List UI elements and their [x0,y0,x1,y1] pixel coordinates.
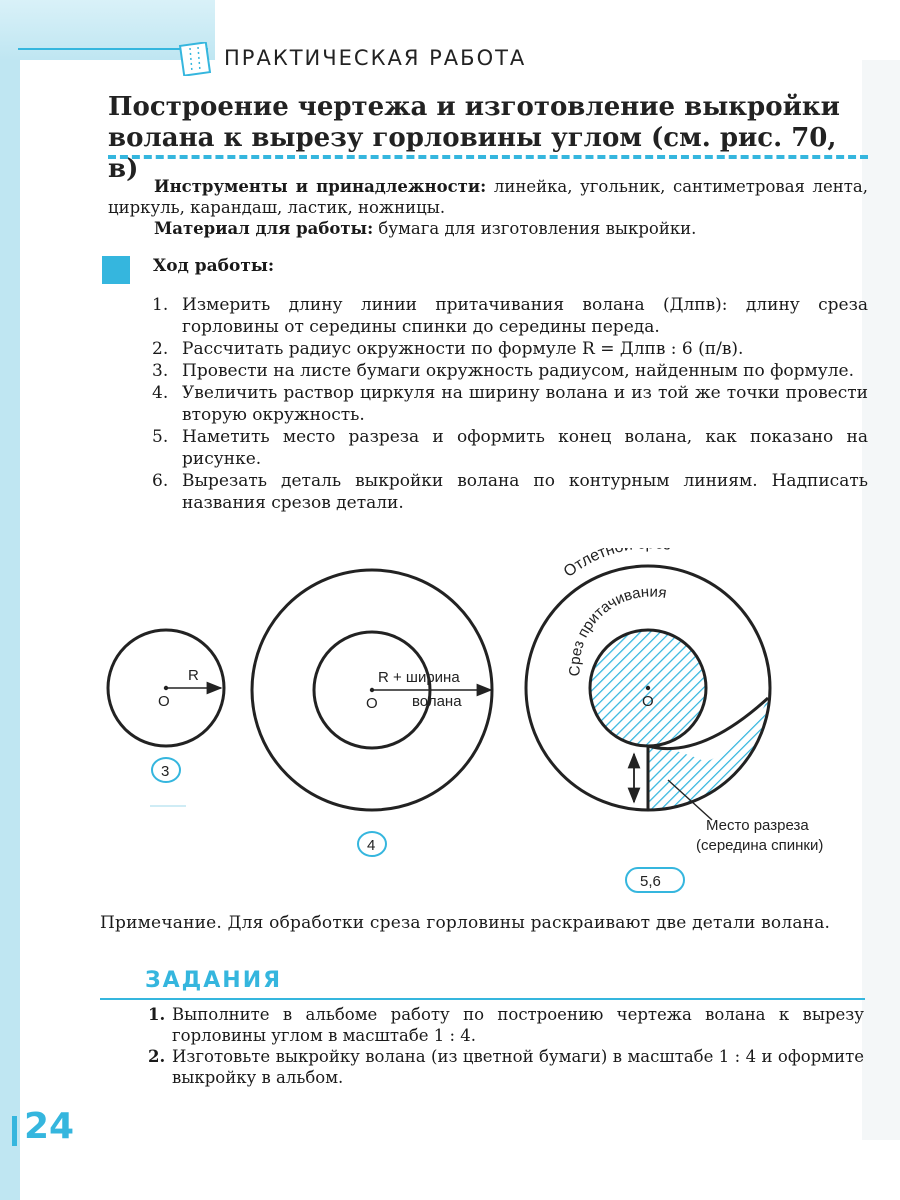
figure-5-6 [526,548,823,892]
step-item: 6. Вырезать деталь выкройки волана по контурным линиям. Надписать названия срезов детали. [152,471,868,513]
center-point [646,686,650,690]
title-dashed-rule [108,155,868,159]
center-label: O [642,693,654,710]
note-paragraph: Примечание. Для обработки среза горловины раскраивают две детали волана. [100,913,831,933]
task-item: 2. Изготовьте выкройку волана (из цветной бумаги) в масштабе 1 : 4 и оформите выкройку в альбом. [148,1047,864,1087]
hem-edge-label: Отлетн [560,548,617,581]
title-line-2: волана к вырезу горловины углом (см. рис. 70, в) [108,123,837,184]
tools-text: линейка, угольник, сантиметровая лента, циркуль, карандаш, ластик, ножницы. [108,177,868,217]
page-number-bar [12,1116,17,1146]
pattern-diagram-svg [100,548,880,898]
cut-label-line2: (середина спинки) [696,837,824,854]
step-item: 5. Наметить место разреза и оформить конец волана, как показано на рисунке. [152,427,868,469]
page-title [108,92,868,185]
procedure-steps [152,294,868,514]
figure-badge-text: 4 [367,837,376,854]
step-item: 1. Измерить длину линии притачивания волана (Длпв): длину среза горловины от середины спинки до середины переда. [152,295,868,337]
material-text: бумага для изготовления выкройки. [373,219,697,238]
procedure-heading: Ход работы: [153,256,275,276]
figure-4 [252,570,492,856]
left-decorative-band [0,0,20,1200]
page-number: 24 [24,1106,75,1147]
width-label-line2: волана [412,693,462,710]
tools-label: Инструменты и принадлежности: [154,177,487,196]
title-line-1: Построение чертежа и изготовление выкройки [108,92,840,122]
figure-badge-text: 5,6 [640,873,661,890]
cut-label-line1: Место разреза [706,817,809,834]
material-paragraph [108,218,868,239]
step-item: 3. Провести на листе бумаги окружность радиусом, найденным по формуле. [152,361,855,381]
section-header [18,42,868,72]
procedure-square-marker [102,256,130,284]
tasks-list [148,1004,864,1088]
step-item: 2. Рассчитать радиус окружности по формуле R = Длпв : 6 (п/в). [152,339,744,359]
width-label-line1: R + ширина [378,669,460,686]
section-label: ПРАКТИЧЕСКАЯ РАБОТА [224,46,527,70]
pattern-diagram [100,548,880,898]
dotted-paper-icon [178,42,212,76]
task-item: 1. Выполните в альбоме работу по построению чертежа волана к вырезу горловины углом в масштабе 1 : 4. [148,1005,864,1045]
attachment-edge-label: Срез притачивания [566,583,668,677]
tasks-heading: ЗАДАНИЯ [145,968,283,993]
radius-label: R [188,667,199,684]
tasks-rule [100,998,865,1000]
figure-3 [108,630,224,806]
figure-badge-text: 3 [161,763,170,780]
material-label: Материал для работы: [154,219,374,238]
center-label: O [366,695,378,712]
step-item: 4. Увеличить раствор циркуля на ширину волана и из той же точки провести вторую окружность. [152,383,868,425]
tools-paragraph [108,176,868,218]
center-label: O [158,693,170,710]
